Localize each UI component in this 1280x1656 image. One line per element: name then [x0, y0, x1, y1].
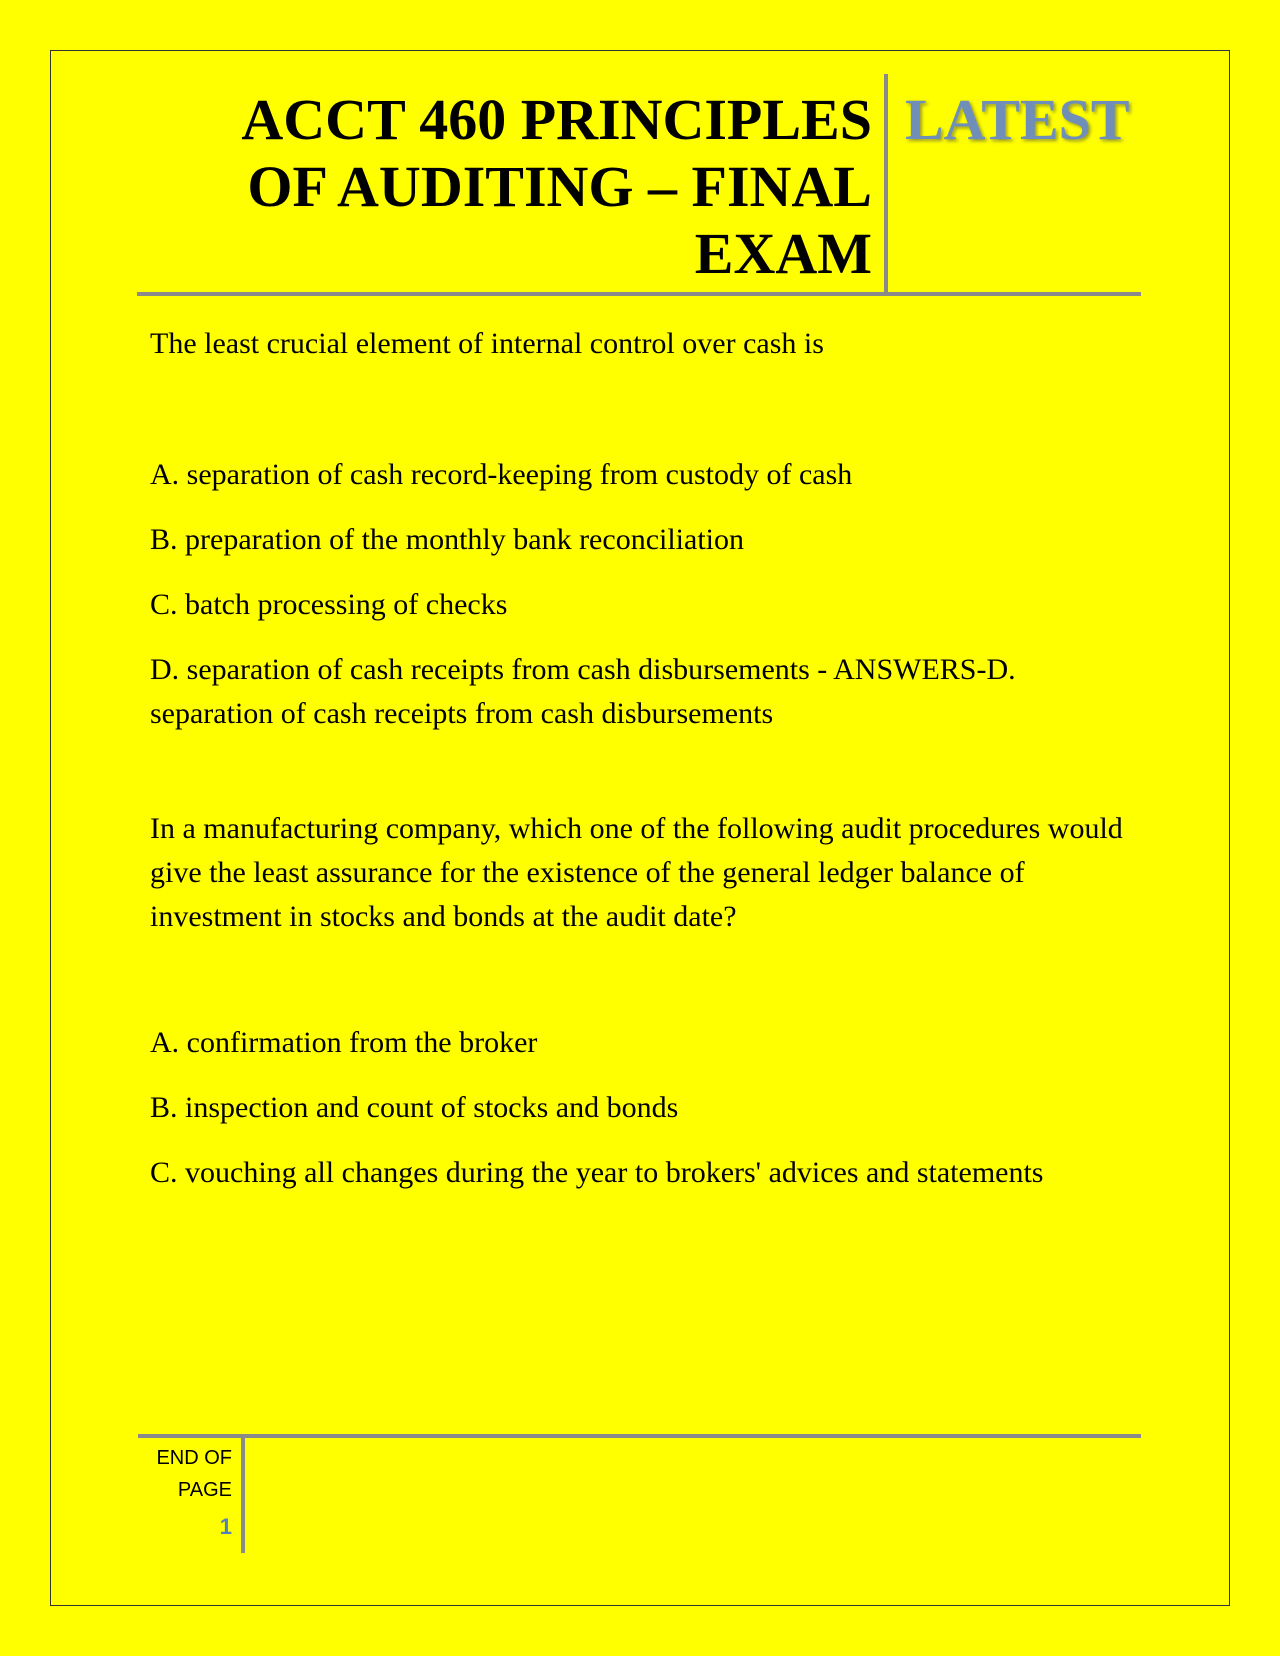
latest-badge: LATEST	[905, 87, 1130, 152]
question-1-option-c: C. batch processing of checks	[150, 588, 508, 621]
header-divider-vertical	[884, 74, 888, 294]
title-line-3: EXAM	[694, 221, 872, 286]
question-1-option-a: A. separation of cash record-keeping from custody of cash	[150, 458, 853, 491]
footer-label	[140, 1442, 232, 1506]
title-line-1: ACCT 460 PRINCIPLES	[241, 87, 872, 152]
question-2: In a manufacturing company, which one of the following audit procedures would give the least assurance for the existence of the general ledger balance of investment in stocks and bonds at the audit date?	[150, 812, 1123, 933]
blank-space	[150, 757, 1140, 807]
question-2-option-b: B. inspection and count of stocks and bonds	[150, 1091, 679, 1124]
question-1-option-b: B. preparation of the monthly bank reconciliation	[150, 523, 744, 556]
question-1-option-d-answer: D. separation of cash receipts from cash disbursements - ANSWERS-D. separation of cash receipts from cash disbursements	[150, 653, 1016, 730]
document-body	[150, 322, 1140, 1216]
footer-divider-horizontal	[138, 1434, 1141, 1438]
blank-space	[150, 388, 1140, 453]
title-line-2: OF AUDITING – FINAL	[247, 154, 872, 219]
question-2-option-c: C. vouching all changes during the year to brokers' advices and statements	[150, 1156, 1044, 1189]
document-title	[172, 86, 872, 287]
question-2-option-a: A. confirmation from the broker	[150, 1026, 538, 1059]
blank-space	[150, 961, 1140, 1021]
header-divider-horizontal	[137, 292, 1141, 296]
page-number: 1	[219, 1514, 232, 1539]
footer-divider-vertical	[241, 1438, 245, 1553]
question-1: The least crucial element of internal control over cash is	[150, 327, 824, 360]
footer-label-line-1: END OF	[156, 1447, 232, 1469]
footer-label-line-2: PAGE	[177, 1479, 232, 1501]
